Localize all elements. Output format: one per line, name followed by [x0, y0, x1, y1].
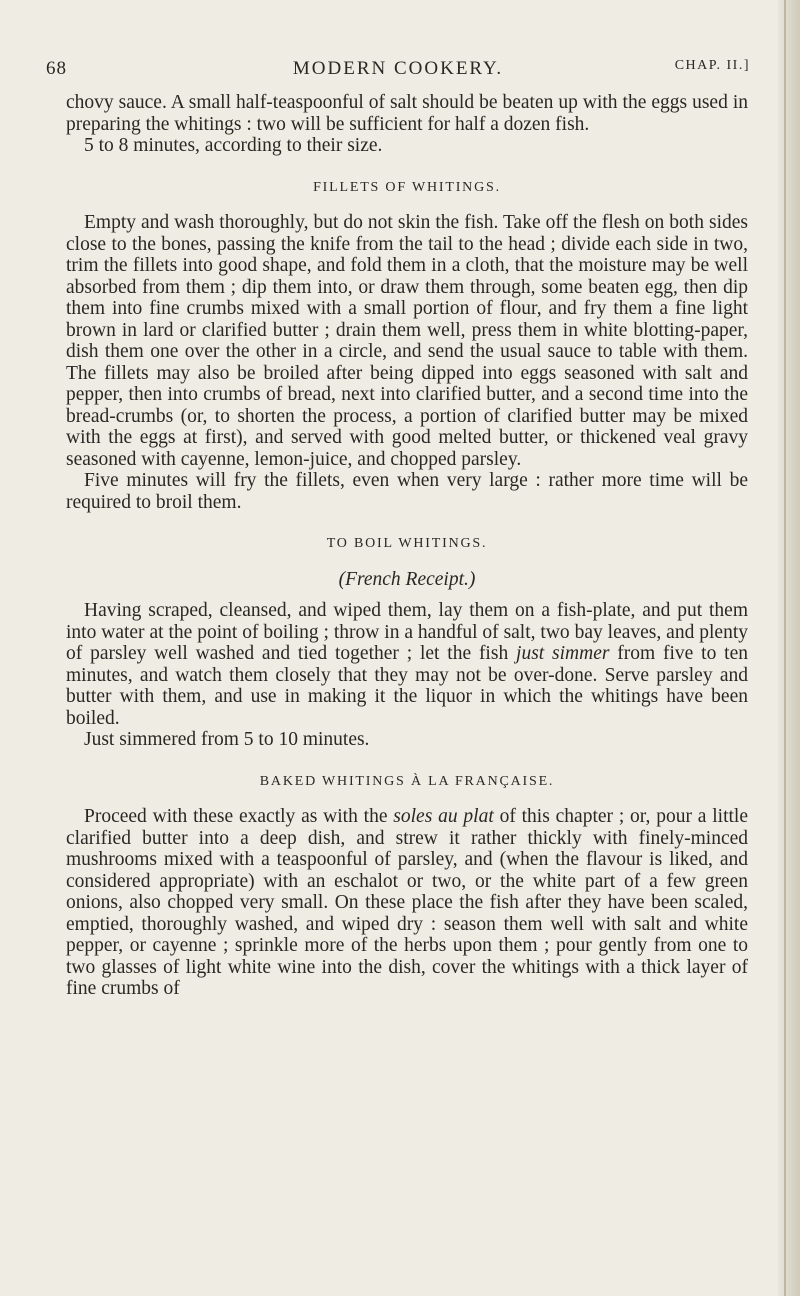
baked-text-a: Proceed with these exactly as with the — [84, 806, 394, 827]
page-body — [66, 92, 748, 1000]
page-edge-shadow — [778, 0, 800, 1296]
section-heading-baked: BAKED WHITINGS À LA FRANÇAISE. — [259, 773, 555, 789]
chapter-label: CHAP. II.] — [674, 58, 750, 73]
baked-text-b: of this chapter ; or, pour a little clarified butter into a deep dish, and strew it rather thickly with finely-minced mushrooms mixed with a teaspoonful of parsley, and (when the flavour is liked, and considered appropriate) with an eschalot or two, or the white part of a few green onions, also chopped very small. On these place the fish after they have been scaled, emptied, thoroughly washed, and wiped dry : season them well with salt and white pepper, or cayenne ; sprinkle more of the herbs upon them ; pour gently from one to two glasses of light white wine into the dish, cover the whitings with a thick layer of fine crumbs of — [66, 806, 748, 999]
intro-timing: 5 to 8 minutes, according to their size. — [84, 135, 383, 156]
section-heading-boil: TO BOIL WHITINGS. — [326, 536, 488, 551]
page-number: 68 — [46, 58, 67, 79]
boil-text-b: from five to ten minutes, and watch them closely that they may not be over-done. Serve parsley and butter with them, and use in making it the liquor in which the whitings have been boiled. — [66, 643, 748, 729]
baked-emphasis: soles au plat — [393, 806, 494, 827]
boil-timing: Just simmered from 5 to 10 minutes. — [84, 729, 370, 750]
boil-paragraph — [66, 600, 748, 729]
baked-paragraph — [66, 806, 748, 1000]
section-heading-fillets: FILLETS OF WHITINGS. — [313, 179, 501, 195]
fillets-paragraph: Empty and wash thoroughly, but do not skin the fish. Take off the flesh on both sides close to the bones, passing the knife from the tail to the head ; divide each side in two, trim the fillets into good shape, and fold them in a cloth, that the moisture may be well absorbed from them ; dip them into, or draw them through, some beaten egg, then dip them into fine crumbs mixed with a small portion of flour, and fry them a fine light brown in lard or clarified butter ; drain them well, press them in white blotting-paper, dish them one over the other in a circle, and send the usual sauce to table with them. The fillets may also be broiled after being dipped into eggs seasoned with salt and pepper, then into crumbs of bread, next into clarified butter, and a second time into the bread-crumbs (or, to shorten the process, a portion of clarified butter may be mixed with the eggs at first), and served with good melted butter, or thickened veal gravy seasoned with cayenne, lemon-juice, and chopped parsley. — [66, 212, 748, 470]
running-title: MODERN COOKERY. — [292, 58, 504, 79]
fillets-timing: Five minutes will fry the fillets, even when very large : rather more time will be required to broil them. — [66, 470, 748, 513]
boil-emphasis: just simmer — [516, 643, 610, 664]
french-receipt-subheading: (French Receipt.) — [338, 568, 476, 590]
intro-paragraph: chovy sauce. A small half-teaspoonful of salt should be beaten up with the eggs used in preparing the whitings : two will be sufficient for half a dozen fish. — [66, 92, 748, 135]
boil-text-a: Having scraped, cleansed, and wiped them, lay them on a fish-plate, and put them into water at the point of boiling ; throw in a handful of salt, two bay leaves, and plenty of parsley well washed and tied together ; let the fish — [66, 600, 748, 664]
page-header — [46, 58, 750, 82]
